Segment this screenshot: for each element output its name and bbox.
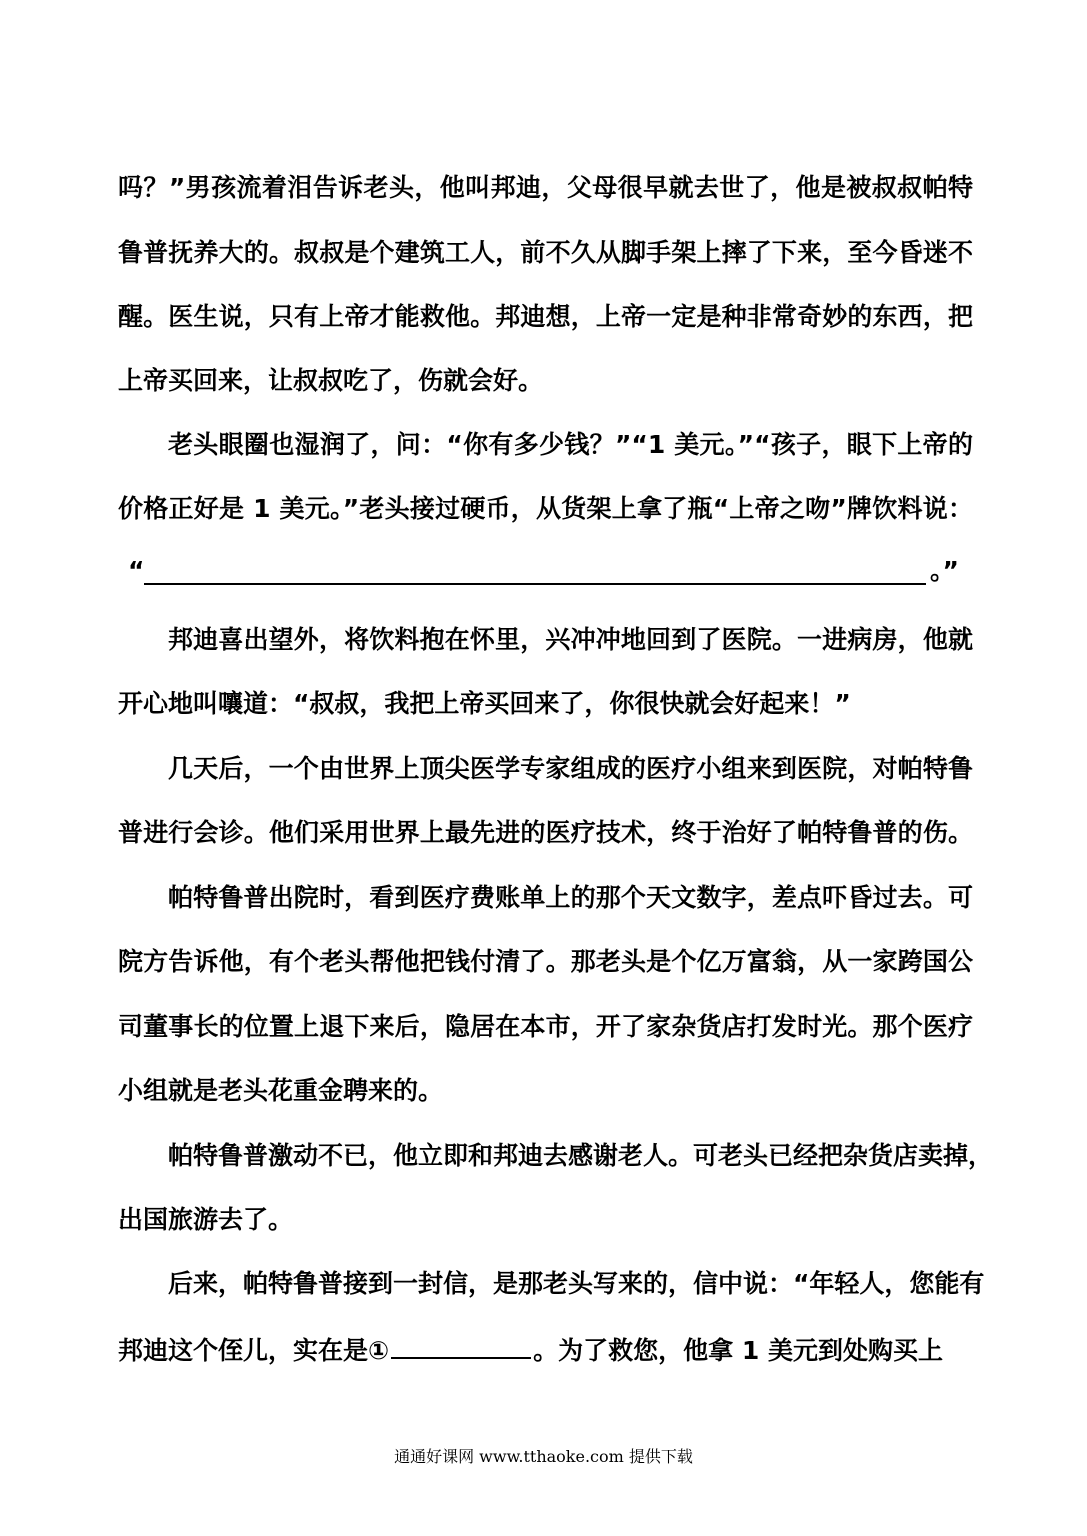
page-footer: 通通好课网 www.tthaoke.com 提供下载 bbox=[394, 1447, 693, 1466]
quote-close: 。” bbox=[930, 556, 959, 585]
text-line: 院方告诉他，有个老头帮他把钱付清了。那老头是个亿万富翁，从一家跨国公 bbox=[118, 947, 973, 976]
text-line: 醒。医生说，只有上帝才能救他。邦迪想，上帝一定是种非常奇妙的东西，把 bbox=[118, 302, 973, 331]
answer-blank-1 bbox=[391, 1333, 531, 1359]
text-line: 吗？”男孩流着泪告诉老头，他叫邦迪，父母很早就去世了，他是被叔叔帕特 bbox=[118, 173, 973, 202]
text-line: 几天后，一个由世界上顶尖医学专家组成的医疗小组来到医院，对帕特鲁 bbox=[168, 754, 973, 783]
text-line: 老头眼圈也湿润了，问：“你有多少钱？”“1 美元。”“孩子，眼下上帝的 bbox=[168, 430, 973, 459]
text-segment: 邦迪这个侄儿，实在是① bbox=[118, 1336, 390, 1365]
text-line: 后来，帕特鲁普接到一封信，是那老头写来的，信中说：“年轻人，您能有 bbox=[168, 1269, 985, 1298]
text-line: 鲁普抚养大的。叔叔是个建筑工人，前不久从脚手架上摔了下来，至今昏迷不 bbox=[118, 238, 973, 267]
fill-in-blank-line bbox=[118, 555, 973, 587]
text-line: 邦迪喜出望外，将饮料抱在怀里，兴冲冲地回到了医院。一进病房，他就 bbox=[168, 625, 973, 654]
text-line: 开心地叫嚷道：“叔叔，我把上帝买回来了，你很快就会好起来！” bbox=[118, 689, 851, 718]
text-line: 小组就是老头花重金聘来的。 bbox=[118, 1076, 444, 1105]
text-segment: 。为了救您，他拿 1 美元到处购买上 bbox=[533, 1336, 943, 1365]
text-line: 普进行会诊。他们采用世界上最先进的医疗技术，终于治好了帕特鲁普的伤。 bbox=[118, 818, 973, 847]
quote-open: “ bbox=[128, 556, 145, 585]
text-line: 帕特鲁普激动不已，他立即和邦迪去感谢老人。可老头已经把杂货店卖掉， bbox=[168, 1141, 994, 1170]
text-line: 司董事长的位置上退下来后，隐居在本市，开了家杂货店打发时光。那个医疗 bbox=[118, 1012, 973, 1041]
text-line: 帕特鲁普出院时，看到医疗费账单上的那个天文数字，差点吓昏过去。可 bbox=[168, 883, 973, 912]
text-line: 上帝买回来，让叔叔吃了，伤就会好。 bbox=[118, 366, 544, 395]
text-line: 出国旅游去了。 bbox=[118, 1205, 294, 1234]
text-line-with-blank bbox=[118, 1333, 973, 1367]
text-line: 价格正好是 1 美元。”老头接过硬币，从货架上拿了瓶“上帝之吻”牌饮料说： bbox=[118, 494, 973, 523]
answer-blank bbox=[144, 583, 926, 585]
